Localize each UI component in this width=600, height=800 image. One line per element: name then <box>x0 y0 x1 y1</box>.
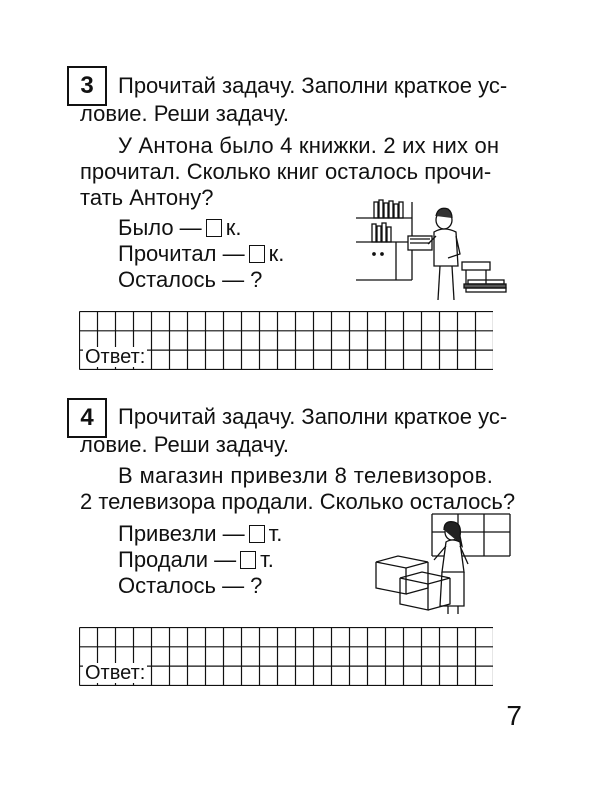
condition-label: Осталось — ? <box>118 573 263 598</box>
condition-row <box>118 266 262 294</box>
answer-label: Ответ: <box>85 346 146 368</box>
problem-line: прочитал. Сколько книг осталось прочи- <box>80 159 492 184</box>
condition-label: Привезли — <box>118 521 245 546</box>
instruction-line: Прочитай задачу. Заполни краткое ус- <box>118 404 508 429</box>
condition-label: Продали — <box>118 547 237 572</box>
condition-row <box>118 520 282 548</box>
condition-unit: к. <box>225 215 242 240</box>
task-number: 4 <box>80 404 94 431</box>
condition-unit: т. <box>268 521 283 546</box>
problem-line: В магазин привезли 8 телевизоров. <box>118 463 494 488</box>
answer-box[interactable] <box>240 551 256 569</box>
problem-line: тать Антону? <box>80 185 214 210</box>
answer-box[interactable] <box>249 245 265 263</box>
answer-label: Ответ: <box>85 662 146 684</box>
answer-box[interactable] <box>206 219 222 237</box>
condition-row <box>118 546 274 574</box>
answer-box[interactable] <box>249 525 265 543</box>
woman-with-boxes-illustration <box>370 510 520 618</box>
instruction-line: ловие. Реши задачу. <box>80 432 290 457</box>
condition-row <box>118 572 262 600</box>
instruction-line: ловие. Реши задачу. <box>80 101 290 126</box>
answer-grid[interactable] <box>79 627 493 686</box>
condition-unit: к. <box>268 241 285 266</box>
condition-label: Прочитал — <box>118 241 245 266</box>
task-number: 3 <box>80 72 94 99</box>
condition-label: Осталось — ? <box>118 267 263 292</box>
problem-line: У Антона было 4 книжки. 2 их них он <box>118 133 500 158</box>
condition-row <box>118 240 284 268</box>
condition-unit: т. <box>260 547 274 572</box>
boy-with-books-illustration <box>352 192 522 304</box>
instruction-line: Прочитай задачу. Заполни краткое ус- <box>118 73 508 98</box>
problem-line: 2 телевизора продали. Сколько осталось? <box>80 489 516 514</box>
answer-grid[interactable] <box>79 311 493 370</box>
page-number: 7 <box>506 700 522 731</box>
condition-row <box>118 214 241 242</box>
condition-label: Было — <box>118 215 202 240</box>
